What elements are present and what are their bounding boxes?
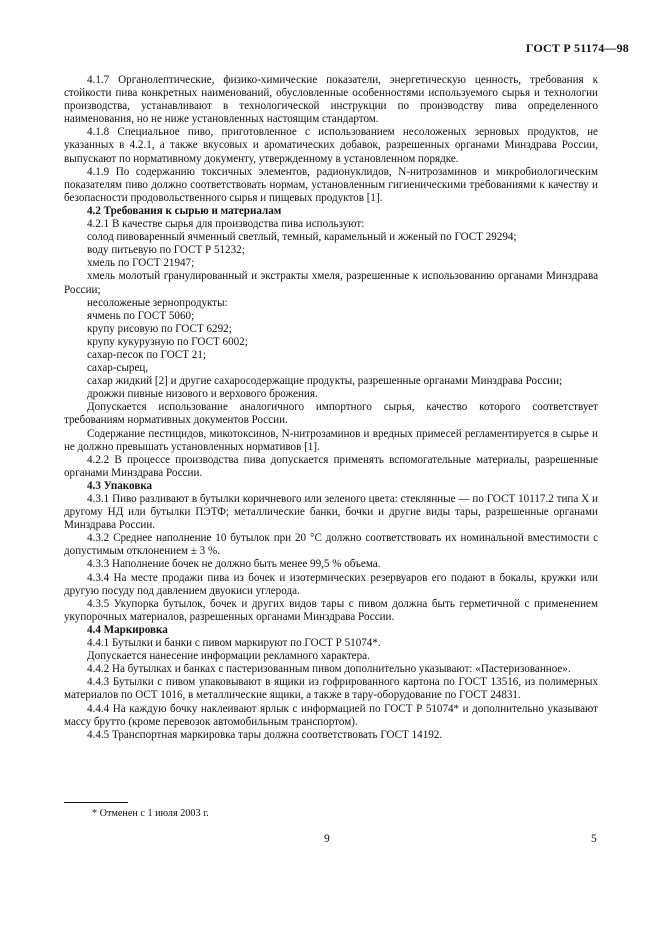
body-paragraph: 4.3.1 Пиво разливают в бутылки коричневого или зеленого цвета: стеклянные — по ГОСТ 10117.2 типа Х и другому НД или бутылки ПЭТФ; металлические банки, бочки и другие виды тары, разрешенные органами Минздрава России.	[64, 493, 598, 532]
body-paragraph: несоложеные зернопродукты:	[87, 296, 228, 309]
body-paragraph: 4.3.5 Укупорка бутылок, бочек и других видов тары с пивом должна быть герметичной с применением укупорочных материалов, разрешенных органами Минздрава России.	[64, 597, 598, 623]
body-paragraph: ячмень по ГОСТ 5060;	[87, 309, 195, 322]
body-paragraph: Допускается использование аналогичного импортного сырья, качество которого соответствует требованиям нормативных документов России.	[64, 401, 598, 427]
body-paragraph: сахар-песок по ГОСТ 21;	[87, 348, 206, 361]
body-paragraph: хмель по ГОСТ 21947;	[87, 257, 195, 270]
body-paragraph: сахар жидкий [2] и другие сахаросодержащие продукты, разрешенные органами Минздрава России;	[87, 375, 563, 388]
section-heading: 4.4 Маркировка	[87, 623, 168, 636]
body-paragraph: 4.4.1 Бутылки и банки с пивом маркируют по ГОСТ Р 51074*.	[87, 637, 381, 650]
body-paragraph: 4.3.2 Среднее наполнение 10 бутылок при 20 °С должно соответствовать их номинальной вместимости с допустимым отклонением ± 3 %.	[64, 532, 598, 558]
body-paragraph: крупу рисовую по ГОСТ 6292;	[87, 322, 232, 335]
body-paragraph: 4.1.9 По содержанию токсичных элементов, радионуклидов, N-нитрозаминов и микробиологическим показателям пиво должно соответствовать нормам, установленным гигиеническими требованиями к качеству и безопасности продовольственного сырья и пищевых продуктов [1].	[64, 165, 598, 204]
body-paragraph: 4.2.1 В качестве сырья для производства пива используют:	[87, 218, 365, 231]
body-paragraph: 4.3.3 Наполнение бочек не должно быть менее 99,5 % объема.	[87, 558, 381, 571]
body-paragraph: хмель молотый гранулированный и экстракты хмеля, разрешенные к использованию органами Минздрава России;	[64, 270, 598, 296]
body-paragraph: 4.1.7 Органолептические, физико-химические показатели, энергетическую ценность, требования к стойкости пива конкретных наименований, обусловленные особенностями используемого сырья и технологии производства, устанавливают в технологической инструкции по производству пива определенного наименования, но не ниже установленных настоящим стандартом.	[64, 74, 598, 126]
body-paragraph: 4.4.2 На бутылках и банках с пастеризованным пивом дополнительно указывают: «Пастеризованное».	[87, 663, 571, 676]
body-paragraph: сахар-сырец,	[87, 362, 149, 375]
body-paragraph: 4.4.5 Транспортная маркировка тары должна соответствовать ГОСТ 14192.	[87, 728, 443, 741]
body-paragraph: 4.2.2 В процессе производства пива допускается применять вспомогательные материалы, разрешенные органами Минздрава России.	[64, 453, 598, 479]
footnote-divider	[64, 802, 128, 803]
page-number-right: 5	[591, 833, 597, 845]
document-body	[64, 74, 598, 742]
body-paragraph: 4.4.4 На каждую бочку наклеивают ярлык с информацией по ГОСТ Р 51074* и дополнительно указывают массу брутто (кроме перевозок автомобильным транспортом).	[64, 702, 598, 728]
body-paragraph: дрожжи пивные низового и верхового брожения.	[87, 388, 318, 401]
body-paragraph: 4.3.4 На месте продажи пива из бочек и изотермических резервуаров его подают в бокалы, кружки или другую посуду под давлением двуокиси углерода.	[64, 571, 598, 597]
document-header-id: ГОСТ Р 51174—98	[525, 41, 629, 55]
footnote-text: * Отменен с 1 июля 2003 г.	[92, 808, 209, 819]
body-paragraph: 4.1.8 Специальное пиво, приготовленное с использованием несоложеных зерновых продуктов, не указанных в 4.2.1, а также вкусовых и ароматических добавок, разрешенных органами Минздрава России, выпускают по нормативному документу, утвержденному в установленном порядке.	[64, 126, 598, 165]
body-paragraph: солод пивоваренный ячменный светлый, темный, карамельный и жженый по ГОСТ 29294;	[87, 231, 517, 244]
body-paragraph: Содержание пестицидов, микотоксинов, N-нитрозаминов и вредных примесей регламентируется в сырье и не должно превышать установленных нормативов [1].	[64, 427, 598, 453]
section-heading: 4.2 Требования к сырью и материалам	[87, 204, 282, 217]
body-paragraph: Допускается нанесение информации рекламного характера.	[87, 650, 370, 663]
body-paragraph: крупу кукурузную по ГОСТ 6002;	[87, 335, 248, 348]
body-paragraph: 4.4.3 Бутылки с пивом упаковывают в ящики из гофрированного картона по ГОСТ 13516, из полимерных материалов по ОСТ 1016, в металлические ящики, а также в тару-оборудование по ГОСТ 24831.	[64, 676, 598, 702]
body-paragraph: воду питьевую по ГОСТ Р 51232;	[87, 244, 245, 257]
page-number-center: 9	[324, 833, 330, 845]
section-heading: 4.3 Упаковка	[87, 479, 153, 492]
